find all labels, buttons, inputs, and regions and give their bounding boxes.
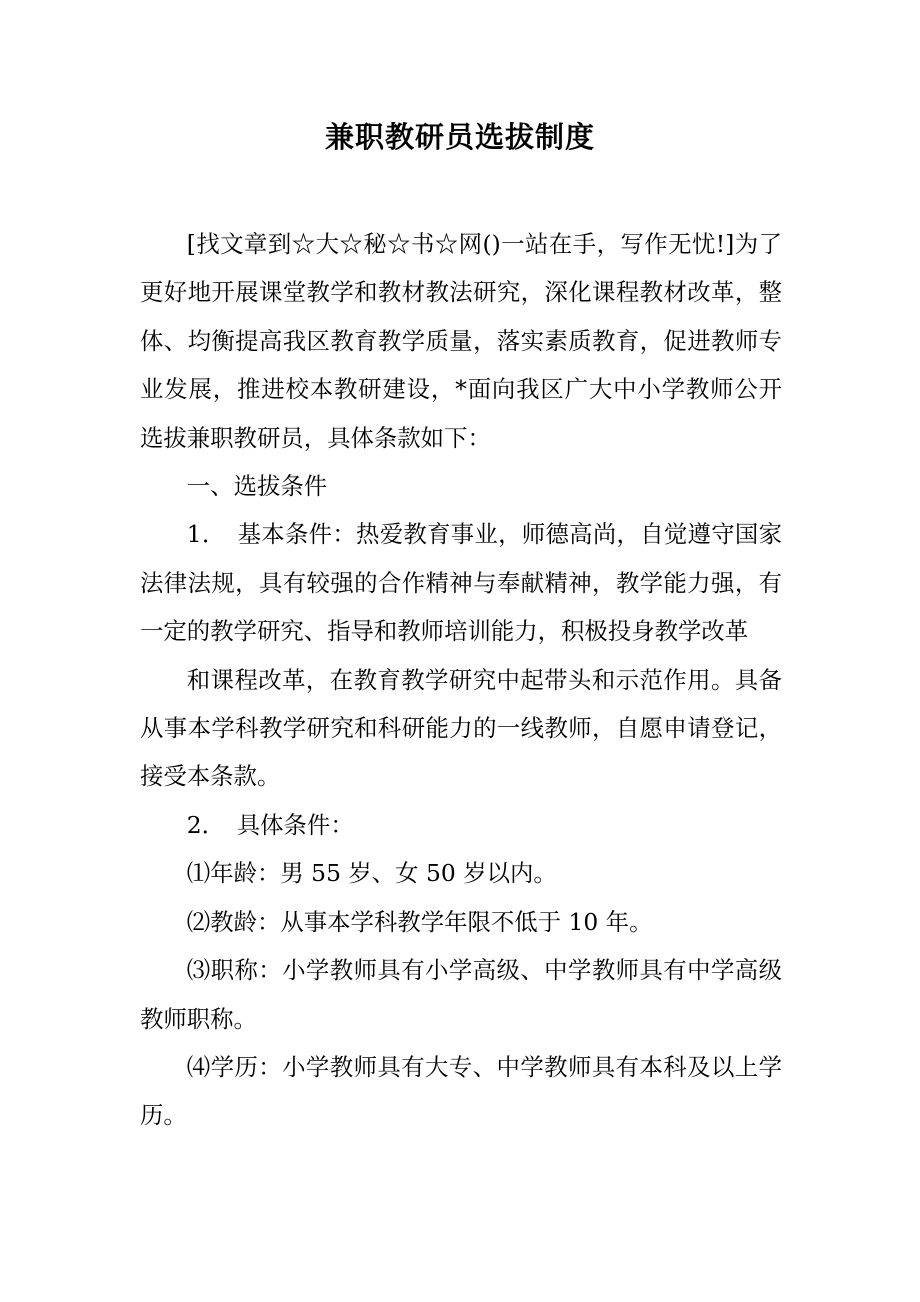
document-body <box>140 220 782 1140</box>
paragraph-basic-conditions: 1． 基本条件：热爱教育事业，师德高尚，自觉遵守国家法律法规，具有较强的合作精神与奉献精神，教学能力强，有一定的教学研究、指导和教师培训能力，积极投身教学改革 <box>140 520 782 646</box>
section-heading: 一、选拔条件 <box>186 472 328 501</box>
subsection-heading: 2． 具体条件： <box>186 810 354 839</box>
paragraph-basic-conditions-cont: 和课程改革，在教育教学研究中起带头和示范作用。具备从事本学科教学研究和科研能力的一线教师，自愿申请登记，接受本条款。 <box>140 665 782 791</box>
document-title: 兼职教研员选拔制度 <box>324 120 595 154</box>
list-item-education: ⑷学历：小学教师具有大专、中学教师具有本科及以上学历。 <box>140 1052 782 1130</box>
list-item-title: ⑶职称：小学教师具有小学高级、中学教师具有中学高级教师职称。 <box>140 956 782 1033</box>
list-item-teaching-years: ⑵教龄：从事本学科教学年限不低于 10 年。 <box>186 907 653 936</box>
list-item-age: ⑴年龄：男 55 岁、女 50 岁以内。 <box>186 859 557 888</box>
paragraph-intro: [找文章到☆大☆秘☆书☆网()一站在手，写作无忧!]为了更好地开展课堂教学和教材教法研究，深化课程教材改革，整体、均衡提高我区教育教学质量，落实素质教育，促进教师专业发展，推进校本教研建设，*面向我区广大中小学教师公开选拔兼职教研员，具体条款如下： <box>140 230 782 452</box>
